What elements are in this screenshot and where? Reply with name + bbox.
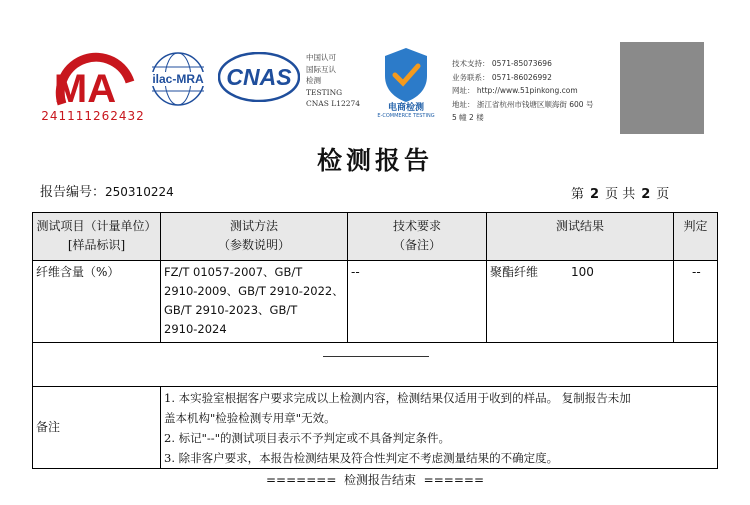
report-number-value: 250310224 [105,185,174,199]
report-number-label: 报告编号： [40,185,106,200]
contact-business: 业务联系： 0571-86026992 [452,72,552,82]
page-indicator: 第 2 页 共 2 页 [571,187,670,202]
contact-tech-support: 技术支持： 0571-85073696 [452,59,552,68]
page-total: 2 [641,187,651,202]
report-end-marker: ======= 检测报告结束 ====== [265,473,484,487]
contact-address-line2: 5 幢 2 楼 [452,113,484,122]
ilac-logo-text: ilac-MRA [152,72,204,86]
ecommerce-logo-en: E-COMMERCE TESTING [377,113,435,118]
ecommerce-logo-cn: 电商检测 [387,103,425,113]
remark-3: 3. 除非客户要求，本报告检测结果及符合性判定不考虑测量结果的不确定度。 [164,451,559,465]
row-result-name: 聚酯纤维 [490,265,539,279]
report-title: 检测报告 [316,146,433,175]
row-judgement: -- [692,265,701,279]
contact-info [452,57,593,125]
row-method: FZ/T 01057-2007、GB/T 2910-2009、GB/T 2910-2022、 GB/T 2910-2023、GB/T 2910-2024 [164,265,344,336]
blank-row-divider [323,356,429,357]
row-item: 纤维含量（%） [36,265,120,279]
remark-2: 2. 标记"--"的测试项目表示不予判定或不具备判定条件。 [164,431,450,445]
header-judgement: 判定 [683,219,708,233]
header-result: 测试结果 [555,219,604,233]
contact-website: 网址： http://www.51pinkong.com [452,86,578,95]
row-result-value: 100 [571,265,594,279]
report-number [40,181,174,200]
header-item: 测试项目（计量单位） [样品标识] [36,219,157,252]
ecommerce-testing-logo [375,46,437,118]
page-current: 2 [590,187,600,202]
cma-logo-text: MA [53,67,117,111]
cnas-accreditation-text: 中国认可 国际互认 检测 TESTING CNAS L12274 [306,53,361,108]
header-method: 测试方法 （参数说明） [217,219,290,252]
remark-1-cont: 盖本机构"检验检测专用章"无效。 [164,411,336,425]
contact-address: 地址： 浙江省杭州市钱塘区顺海街 600 号 [452,99,594,109]
redacted-photo [620,42,704,134]
remarks-list [164,388,631,468]
remarks-label: 备注 [36,420,61,434]
remark-1: 1. 本实验室根据客户要求完成以上检测内容，检测结果仅适用于收到的样品。 复制报告未加 [164,391,631,405]
row-requirement: -- [351,265,360,279]
cnas-logo [218,52,300,102]
cnas-logo-text: CNAS [226,64,292,90]
header-requirement: 技术要求 （备注） [392,219,441,252]
ilac-mra-logo [147,50,210,108]
cma-number: 241111262432 [41,109,145,123]
